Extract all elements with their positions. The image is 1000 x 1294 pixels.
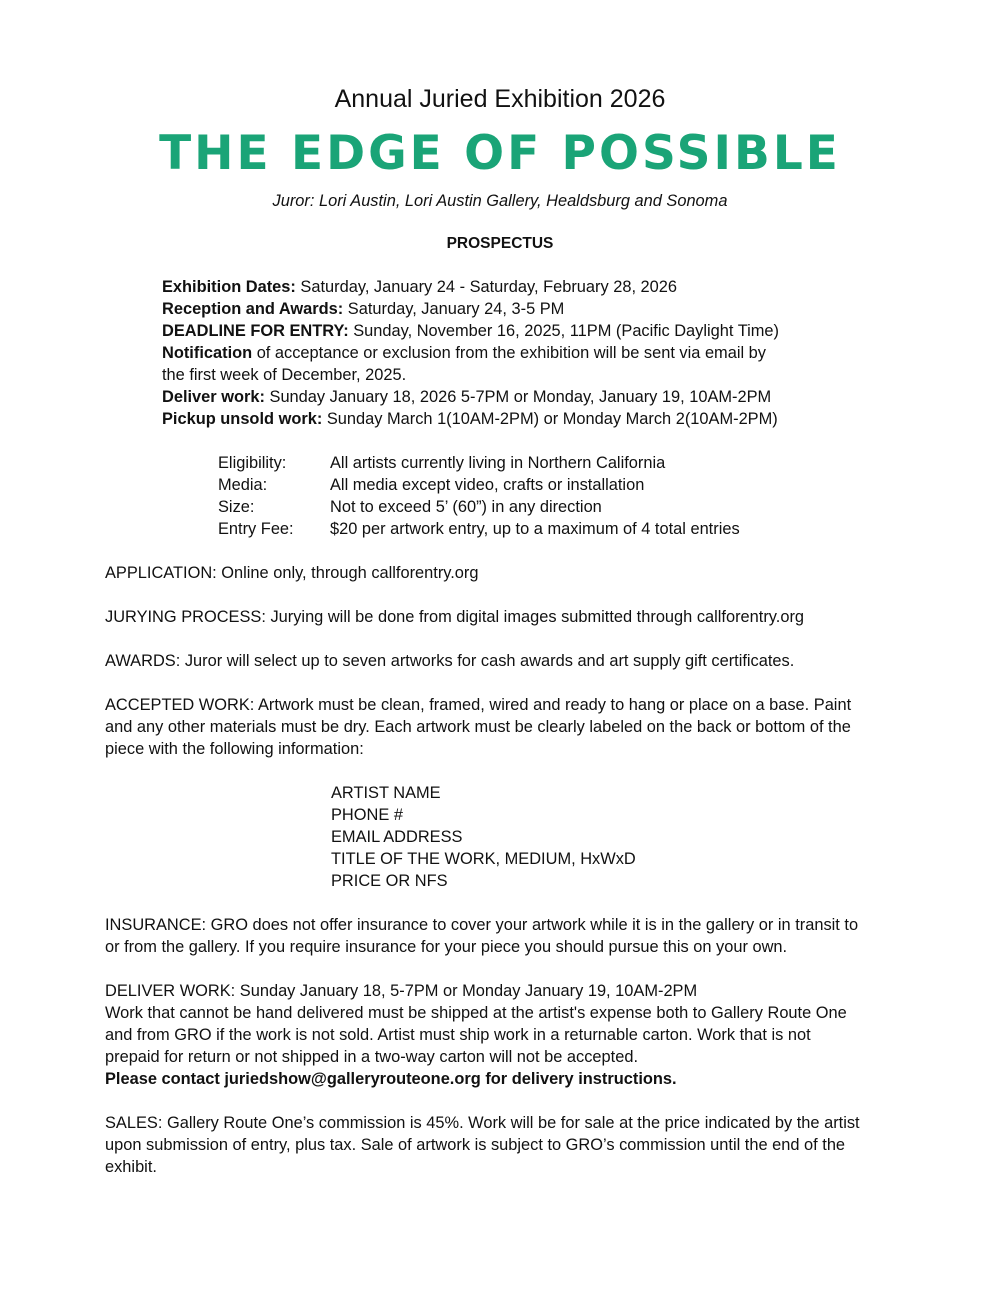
reception-label: Reception and Awards:	[162, 300, 344, 318]
entry-fee-value: $20 per artwork entry, up to a maximum of 4 total entries	[330, 520, 740, 538]
label-info-item: EMAIL ADDRESS	[331, 828, 463, 846]
exhibition-dates-line	[162, 276, 779, 298]
prospectus-heading: PROSPECTUS	[446, 235, 554, 252]
accepted-work-line: and any other materials must be dry. Each artwork must be clearly labeled on the back or bottom of the	[105, 718, 851, 736]
pickup-line	[162, 408, 779, 430]
eligibility-value: All artists currently living in Northern California	[330, 454, 666, 472]
key-dates-block	[162, 276, 779, 430]
entry-fee-label: Entry Fee:	[218, 520, 294, 538]
notification-line	[162, 342, 779, 364]
deliver-line	[162, 386, 779, 408]
delivery-contact-line: Please contact juriedshow@galleryrouteone.org for delivery instructions.	[105, 1070, 677, 1088]
insurance-paragraph	[105, 914, 858, 958]
size-row	[218, 496, 740, 518]
exhibition-subtitle: Annual Juried Exhibition 2026	[334, 85, 666, 113]
deliver-label: Deliver work:	[162, 388, 265, 406]
sales-line: exhibit.	[105, 1158, 157, 1176]
pickup-value: Sunday March 1(10AM-2PM) or Monday March 2(10AM-2PM)	[322, 410, 778, 428]
label-info-item: PHONE #	[331, 806, 403, 824]
deliver-work-paragraph	[105, 980, 847, 1090]
eligibility-table	[218, 452, 740, 540]
insurance-line: or from the gallery. If you require insurance for your piece you should pursue this on your own.	[105, 938, 788, 956]
accepted-work-paragraph	[105, 694, 851, 760]
eligibility-row	[218, 452, 740, 474]
sales-line: SALES: Gallery Route One’s commission is 45%. Work will be for sale at the price indicated by the artist	[105, 1114, 860, 1132]
label-info-item: TITLE OF THE WORK, MEDIUM, HxWxD	[331, 850, 636, 868]
exhibition-dates-value: Saturday, January 24 - Saturday, February 28, 2026	[295, 278, 678, 296]
exhibition-dates-label: Exhibition Dates:	[162, 278, 296, 296]
deliver-work-line: Work that cannot be hand delivered must be shipped at the artist's expense both to Gallery Route One	[105, 1004, 847, 1022]
jurying-paragraph: JURYING PROCESS: Jurying will be done from digital images submitted through callforentry.org	[105, 608, 805, 626]
notification-label: Notification	[162, 344, 253, 362]
eligibility-label: Eligibility:	[218, 454, 287, 472]
insurance-line: INSURANCE: GRO does not offer insurance to cover your artwork while it is in the gallery or in transit to	[105, 916, 859, 934]
pickup-label: Pickup unsold work:	[162, 410, 323, 428]
reception-line	[162, 298, 779, 320]
deadline-label: DEADLINE FOR ENTRY:	[162, 322, 349, 340]
deadline-line	[162, 320, 779, 342]
notification-line-2: the first week of December, 2025.	[162, 366, 407, 384]
deliver-work-line: and from GRO if the work is not sold. Artist must ship work in a returnable carton. Work that is not	[105, 1026, 811, 1044]
notification-value: of acceptance or exclusion from the exhibition will be sent via email by	[252, 344, 766, 362]
label-info-item: ARTIST NAME	[331, 784, 441, 802]
application-paragraph: APPLICATION: Online only, through callforentry.org	[105, 564, 479, 582]
exhibition-title: THE EDGE OF POSSIBLE	[159, 126, 841, 181]
label-info-list	[331, 782, 636, 892]
accepted-work-line: ACCEPTED WORK: Artwork must be clean, framed, wired and ready to hang or place on a base. Paint	[105, 696, 852, 714]
deliver-work-line: prepaid for return or not shipped in a two-way carton will not be accepted.	[105, 1048, 638, 1066]
deliver-work-line: DELIVER WORK: Sunday January 18, 5-7PM or Monday January 19, 10AM-2PM	[105, 982, 698, 1000]
size-label: Size:	[218, 498, 255, 516]
media-value: All media except video, crafts or installation	[330, 476, 645, 494]
juror-line: Juror: Lori Austin, Lori Austin Gallery, Healdsburg and Sonoma	[272, 192, 728, 210]
deadline-value: Sunday, November 16, 2025, 11PM (Pacific Daylight Time)	[348, 322, 779, 340]
media-row	[218, 474, 740, 496]
sales-line: upon submission of entry, plus tax. Sale of artwork is subject to GRO’s commission until the end of the	[105, 1136, 846, 1154]
media-label: Media:	[218, 476, 268, 494]
entry-fee-row	[218, 518, 740, 540]
label-info-item: PRICE OR NFS	[331, 872, 448, 890]
accepted-work-line: piece with the following information:	[105, 740, 364, 758]
awards-paragraph: AWARDS: Juror will select up to seven artworks for cash awards and art supply gift certificates.	[105, 652, 795, 670]
reception-value: Saturday, January 24, 3-5 PM	[343, 300, 565, 318]
size-value: Not to exceed 5’ (60”) in any direction	[330, 498, 602, 516]
sales-paragraph	[105, 1112, 860, 1178]
deliver-value: Sunday January 18, 2026 5-7PM or Monday, January 19, 10AM-2PM	[264, 388, 772, 406]
